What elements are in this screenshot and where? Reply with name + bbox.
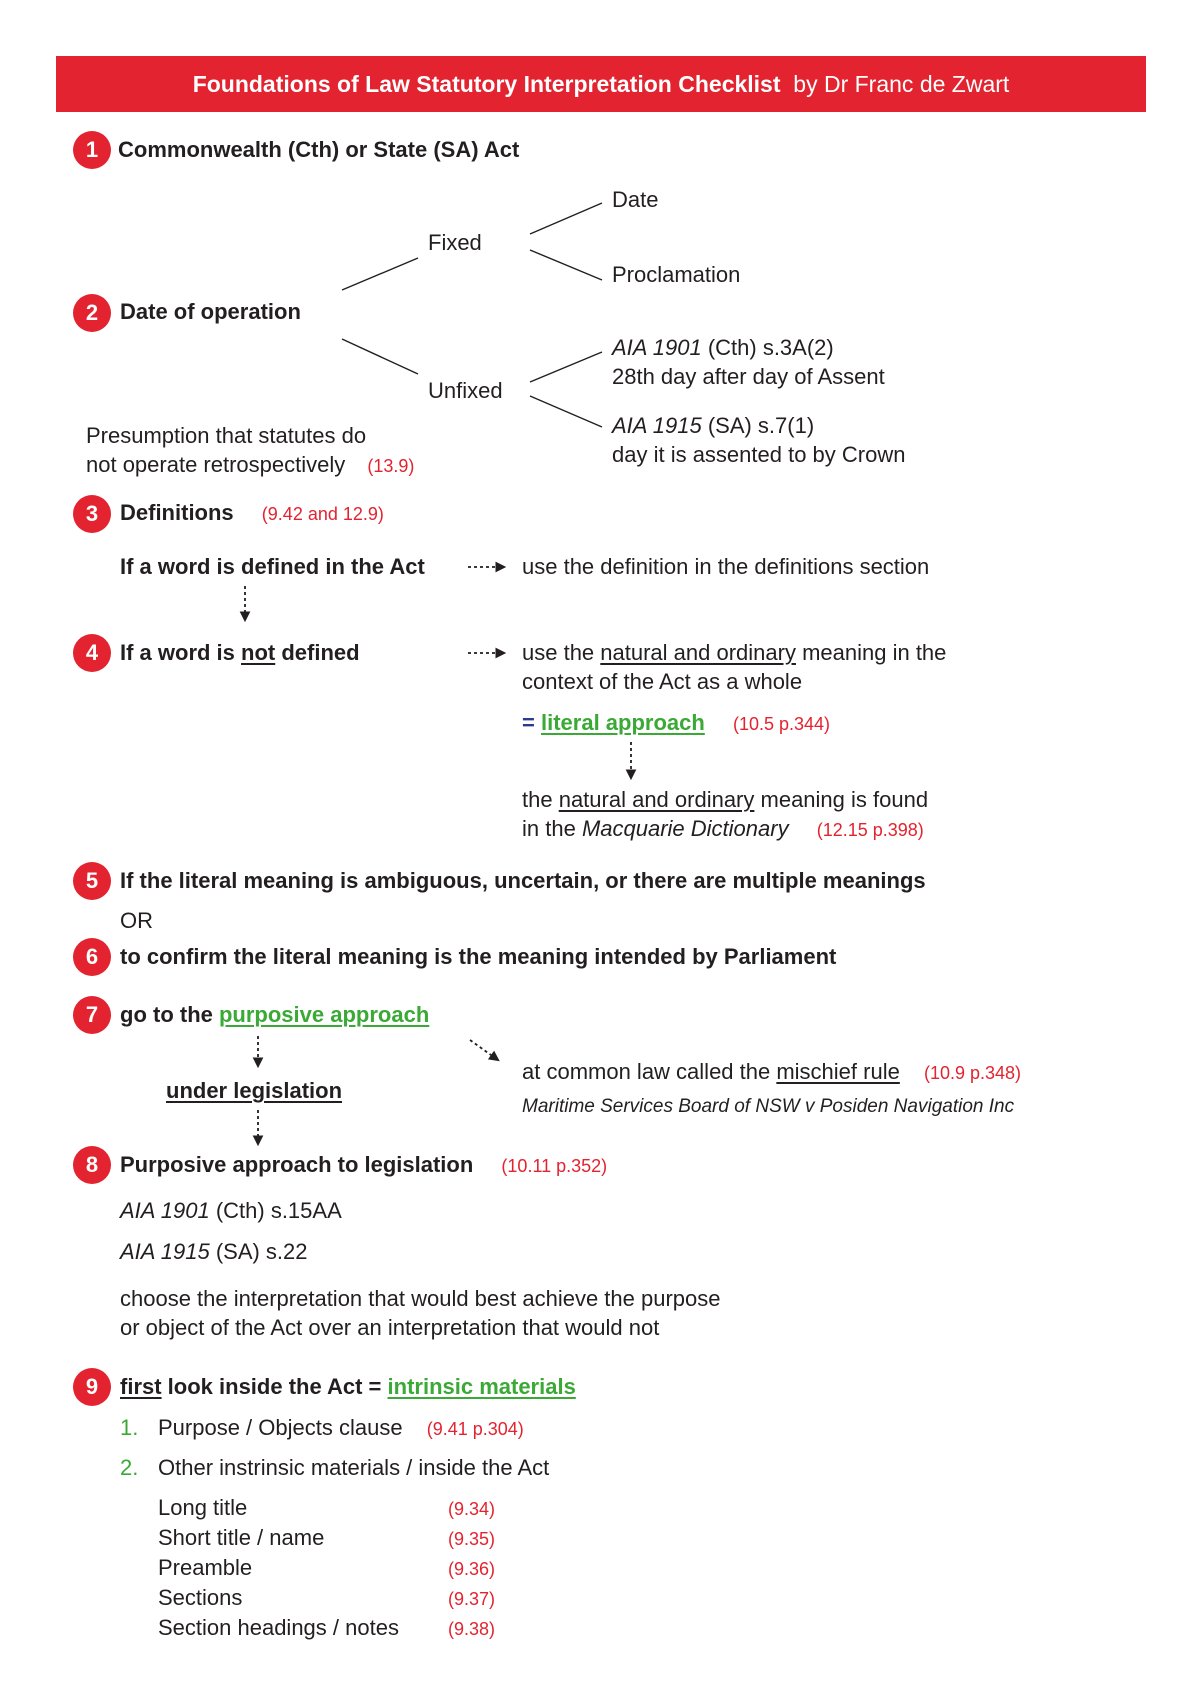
step-number-4: 4 xyxy=(73,634,111,672)
s2-cth-act: AIA 1901 xyxy=(612,335,702,360)
s9-item-1: 1. Purpose / Objects clause (9.41 p.304) xyxy=(120,1415,524,1440)
s3-defined: If a word is defined in the Act xyxy=(120,554,425,579)
s2-cth-rule: 28th day after day of Assent xyxy=(612,364,885,389)
s2-fixed: Fixed xyxy=(428,230,482,255)
s4-title: If a word is not defined xyxy=(120,640,360,665)
s4-literal-line xyxy=(522,709,830,738)
s4-action-line2: context of the Act as a whole xyxy=(522,669,803,694)
material-row: Short title / name (9.35) xyxy=(158,1525,496,1550)
branch-line-fixed xyxy=(342,258,418,290)
s2-cth-ref: (Cth) s.3A(2) xyxy=(701,335,834,360)
s7-common-law: at common law called the mischief rule (10.9 p.348) xyxy=(522,1059,1022,1084)
s7-case: Maritime Services Board of NSW v Posiden Navigation Inc xyxy=(522,1096,1015,1117)
s2-cth-citation xyxy=(612,334,834,362)
branch-line-sa xyxy=(530,396,602,427)
branch-line-unfixed xyxy=(342,339,418,374)
s5-title: If the literal meaning is ambiguous, uncertain, or there are multiple meanings xyxy=(120,868,926,893)
s7-under-legislation: under legislation xyxy=(166,1078,343,1103)
step-number-9: 9 xyxy=(73,1368,111,1406)
step-number-1: 1 xyxy=(73,131,111,169)
s5-or: OR xyxy=(120,908,153,933)
s9-item-1-ref: (9.41 p.304) xyxy=(426,1419,524,1439)
s9-item-2: 2. Other instrinsic materials / inside the Act xyxy=(120,1455,550,1480)
material-row: Preamble (9.36) xyxy=(158,1555,496,1580)
s9-first: first xyxy=(120,1374,162,1399)
step-number-6: 6 xyxy=(73,938,111,976)
branch-line-proclamation xyxy=(530,250,602,280)
s3-title: Definitions xyxy=(120,500,234,525)
step-number-2: 2 xyxy=(73,294,111,332)
s7-purposive: purposive approach xyxy=(218,1002,430,1027)
step-number-5: 5 xyxy=(73,862,111,900)
s4-not: not xyxy=(241,640,276,665)
s8-choose-line1: choose the interpretation that would best achieve the purpose xyxy=(120,1286,721,1311)
s7-mischief-ref: (10.9 p.348) xyxy=(923,1063,1022,1083)
s8-cth-citation: AIA 1901 (Cth) s.15AA xyxy=(120,1198,342,1223)
arrow-common-law xyxy=(470,1040,498,1060)
s4-dictionary: Macquarie Dictionary xyxy=(581,816,789,841)
s3-heading xyxy=(120,499,384,528)
s4-literal-ref: (10.5 p.344) xyxy=(732,714,831,734)
s2-unfixed: Unfixed xyxy=(428,378,503,403)
step-number-7: 7 xyxy=(73,996,111,1034)
s7-title: go to the purposive approach xyxy=(120,1002,430,1027)
s8-ref: (10.11 p.352) xyxy=(501,1156,608,1176)
s8-sa-citation: AIA 1915 (SA) s.22 xyxy=(120,1239,308,1264)
s9-title: first look inside the Act = intrinsic materials xyxy=(120,1374,576,1399)
material-row: Sections (9.37) xyxy=(158,1585,496,1610)
s2-sa-citation xyxy=(612,412,814,440)
s3-ref: (9.42 and 12.9) xyxy=(261,504,384,524)
s2-sa-act: AIA 1915 xyxy=(612,413,702,438)
s2-presumption-line1: Presumption that statutes do xyxy=(86,423,367,448)
s4-equals: = xyxy=(522,710,535,735)
s2-proclamation: Proclamation xyxy=(612,262,741,287)
step-number-3: 3 xyxy=(73,495,111,533)
s2-date: Date xyxy=(612,187,659,212)
document-title: Foundations of Law Statutory Interpretation Checklist xyxy=(192,71,781,97)
s7-mischief: mischief rule xyxy=(776,1059,900,1084)
s8-title: Purposive approach to legislation xyxy=(120,1152,474,1177)
s1-title: Commonwealth (Cth) or State (SA) Act xyxy=(118,137,520,162)
material-row: Section headings / notes (9.38) xyxy=(158,1615,496,1640)
s9-intrinsic: intrinsic materials xyxy=(387,1374,576,1399)
s4-found-line1: the natural and ordinary meaning is found xyxy=(522,787,929,812)
s2-presumption-ref: (13.9) xyxy=(367,456,415,476)
material-row: Long title (9.34) xyxy=(158,1495,496,1520)
s4-dict-ref: (12.15 p.398) xyxy=(816,820,924,840)
s2-title: Date of operation xyxy=(120,299,301,324)
author-byline: by Dr Franc de Zwart xyxy=(793,71,1010,97)
s2-presumption-line2: not operate retrospectively (13.9) xyxy=(86,452,415,477)
branch-line-cth xyxy=(530,352,602,382)
s4-action-line1: use the natural and ordinary meaning in the xyxy=(522,640,947,665)
step-number-8: 8 xyxy=(73,1146,111,1184)
s2-sa-ref: (SA) s.7(1) xyxy=(701,413,815,438)
s2-sa-rule: day it is assented to by Crown xyxy=(612,442,906,467)
s6-title: to confirm the literal meaning is the meaning intended by Parliament xyxy=(120,944,837,969)
s4-literal-approach: literal approach xyxy=(540,710,705,735)
branch-line-date xyxy=(530,203,602,234)
s8-choose-line2: or object of the Act over an interpretation that would not xyxy=(120,1315,660,1340)
s3-defined-action: use the definition in the definitions section xyxy=(522,554,930,579)
s4-found-line2: in the Macquarie Dictionary (12.15 p.398) xyxy=(522,816,924,841)
s8-heading xyxy=(120,1151,607,1180)
